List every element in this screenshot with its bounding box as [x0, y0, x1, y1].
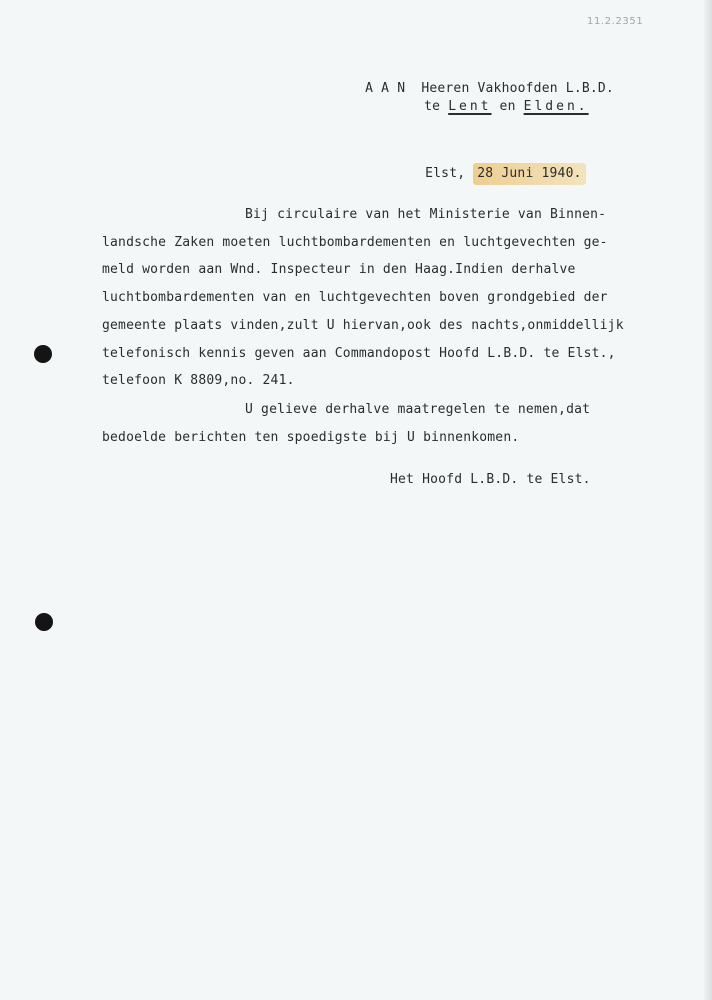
address-en: en — [499, 99, 516, 114]
body-line-2: landsche Zaken moeten luchtbombardementen en luchtgevechten ge- — [102, 235, 608, 250]
body-line-8: U gelieve derhalve maatregelen te nemen,dat — [245, 402, 591, 417]
address-place-elden: Elden. — [523, 99, 589, 114]
signature: Het Hoofd L.B.D. te Elst. — [390, 472, 591, 487]
address-recipient: Heeren Vakhoofden L.B.D. — [421, 81, 614, 96]
date-value: 28 Juni 1940. — [473, 163, 585, 185]
body-line-7: telefoon K 8809,no. 241. — [102, 373, 295, 388]
body-line-9: bedoelde berichten ten spoedigste bij U binnenkomen. — [102, 430, 520, 445]
body-line-5: gemeente plaats vinden,zult U hiervan,ook des nachts,onmiddellijk — [102, 318, 624, 333]
date-place: Elst, — [425, 166, 466, 181]
punch-hole-upper — [34, 345, 52, 363]
address-block-line2 — [392, 84, 589, 129]
body-line-3: meld worden aan Wnd. Inspecteur in den Haag.Indien derhalve — [102, 262, 576, 277]
body-line-4: luchtbombardementen van en luchtgevechten boven grondgebied der — [102, 290, 608, 305]
address-te: te — [424, 99, 441, 114]
date-line — [393, 151, 586, 196]
address-prefix: A A N — [365, 81, 406, 96]
body-line-1: Bij circulaire van het Ministerie van Binnen- — [245, 207, 607, 222]
archive-number: 11.2.2351 — [587, 16, 644, 27]
punch-hole-lower — [35, 613, 53, 631]
body-line-6: telefonisch kennis geven aan Commandopost Hoofd L.B.D. te Elst., — [102, 346, 616, 361]
address-place-lent: Lent — [448, 99, 492, 114]
